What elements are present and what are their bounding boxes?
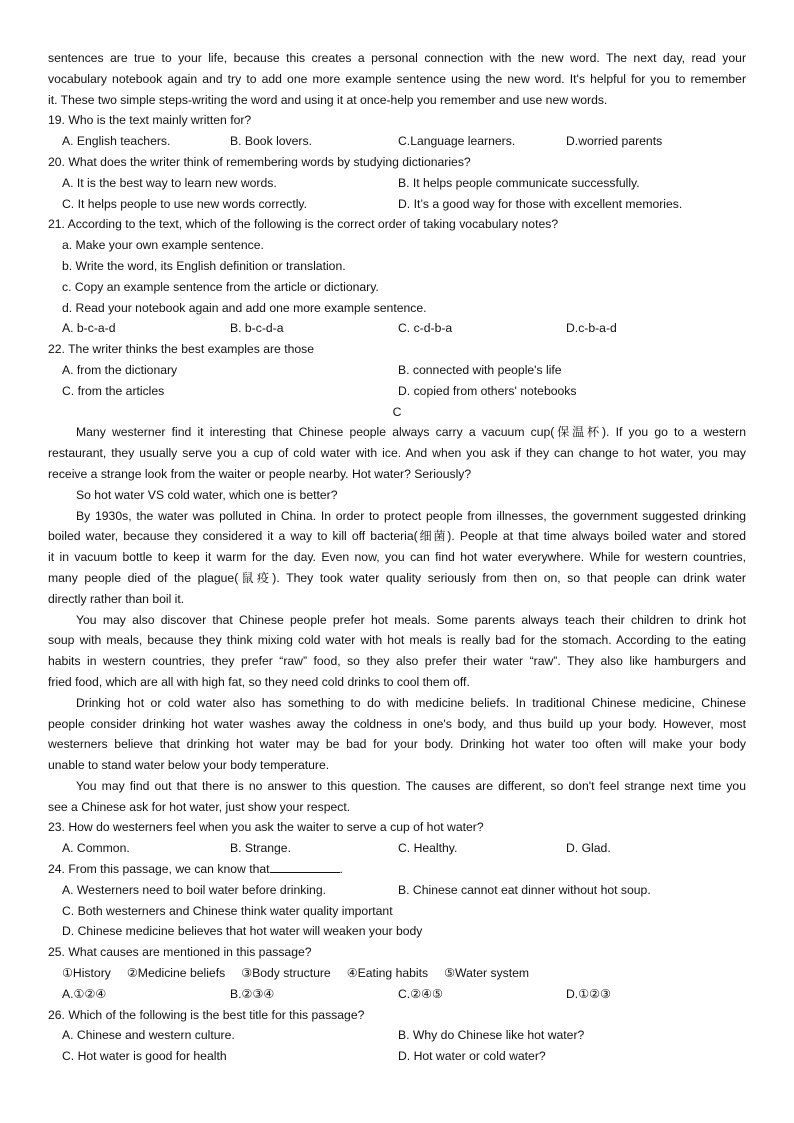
passage-line: By 1930s, the water was polluted in China. In order to protect people from illnesses, the government suggested drinking <box>76 508 746 523</box>
options-row <box>48 381 746 402</box>
paragraph-line: sentences are true to your life, because this creates a personal connection with the new word. The next day, read your <box>48 51 746 65</box>
question-stem: 22. The writer thinks the best examples are those <box>48 342 315 357</box>
option-b[interactable]: B. Book lovers. <box>230 134 312 149</box>
question-stem: 21. According to the text, which of the following is the correct order of taking vocabulary notes? <box>48 217 559 232</box>
passage-line: people consider drinking hot water washes away the coldness in one's body, and thus build up your body. However, most <box>48 716 746 731</box>
option-c[interactable]: C. Healthy. <box>398 841 458 856</box>
option-c[interactable]: C. c-d-b-a <box>398 321 453 336</box>
option-d[interactable]: D. copied from others' notebooks <box>398 383 577 398</box>
passage-line: unable to stand water below your body temperature. <box>48 758 330 773</box>
options-row <box>48 1046 746 1067</box>
option-b[interactable]: B. Chinese cannot eat dinner without hot soup. <box>398 882 651 897</box>
passage-line: So hot water VS cold water, which one is better? <box>76 487 338 502</box>
option-a[interactable]: A. Common. <box>62 841 130 856</box>
intro-paragraph <box>48 48 746 110</box>
option-d[interactable]: D.c-b-a-d <box>566 321 617 336</box>
question-stem <box>48 859 746 880</box>
options-row <box>48 838 746 859</box>
option-d[interactable]: D. It’s a good way for those with excellent memories. <box>398 196 683 211</box>
option-a[interactable]: A. It is the best way to learn new words. <box>62 175 277 190</box>
question-20 <box>48 152 746 214</box>
question-stem: 25. What causes are mentioned in this passage? <box>48 945 312 960</box>
passage-line: Drinking hot or cold water also has something to do with medicine beliefs. In traditional Chinese medicine, Chinese <box>76 695 746 710</box>
options-row <box>48 880 746 901</box>
option-d[interactable]: D.①②③ <box>566 986 611 1001</box>
exam-page <box>48 48 746 1067</box>
options-row <box>48 984 746 1005</box>
passage-line: Many westerner find it interesting that Chinese people always carry a vacuum cup(保温杯). If you go to a western <box>76 425 746 440</box>
option-c[interactable]: C. Both westerners and Chinese think water quality important <box>62 903 393 918</box>
option-c[interactable]: C. It helps people to use new words correctly. <box>62 196 307 211</box>
question-stem: 26. Which of the following is the best title for this passage? <box>48 1007 365 1022</box>
option-d[interactable]: D.worried parents <box>566 134 663 149</box>
option-b[interactable]: B.②③④ <box>230 986 275 1001</box>
passage-line: fried food, which are all with high fat, so they need cold drinks to cool them off. <box>48 674 470 689</box>
passage-line: You may also discover that Chinese people prefer hot meals. Some parents always teach their children to drink hot <box>76 612 746 627</box>
cause-item: ⑤Water system <box>444 966 530 981</box>
option-a[interactable]: A. English teachers. <box>62 134 171 149</box>
passage-line: many people died of the plague(鼠疫). They took water quality seriously from then on, so that people can drink water <box>48 570 746 585</box>
option-a[interactable]: A. b-c-a-d <box>62 321 116 336</box>
passage-line: soup with meals, because they think mixing cold water with hot meals is really bad for the stomach. According to the eating <box>48 633 746 648</box>
passage-line: directly rather than boil it. <box>48 591 185 606</box>
passage-line: restaurant, they usually serve you a cup of cold water with ice. And when you ask if they can change to hot water, you may <box>48 446 746 461</box>
passage-line: it in vacuum bottle to keep it warm for the day. Even now, you can find hot water everywhere. While for western countries, <box>48 550 746 565</box>
question-19 <box>48 110 746 152</box>
option-c[interactable]: C. from the articles <box>62 383 165 398</box>
question-stem: 23. How do westerners feel when you ask the waiter to serve a cup of hot water? <box>48 820 484 835</box>
cause-item: ①History <box>62 966 111 981</box>
passage-line: receive a strange look from the waiter or people nearby. Hot water? Seriously? <box>48 466 472 481</box>
option-a[interactable]: A. Westerners need to boil water before drinking. <box>62 882 326 897</box>
stem-end: . <box>339 862 343 877</box>
question-stem: 20. What does the writer think of remembering words by studying dictionaries? <box>48 154 471 169</box>
options-row <box>48 318 746 339</box>
step-item: b. Write the word, its English definition or translation. <box>62 258 346 273</box>
options-row <box>48 173 746 194</box>
option-b[interactable]: B. connected with people's life <box>398 362 562 377</box>
stem-text: 24. From this passage, we can know that <box>48 862 270 877</box>
reading-passage <box>48 422 746 817</box>
option-b[interactable]: B. Why do Chinese like hot water? <box>398 1028 585 1043</box>
option-a[interactable]: A. from the dictionary <box>62 362 178 377</box>
paragraph-line: vocabulary notebook again and try to add one more example sentence using the new word. It's helpful for you to remember <box>48 71 746 86</box>
options-row <box>48 194 746 215</box>
cause-item: ③Body structure <box>241 966 331 981</box>
cause-item: ②Medicine beliefs <box>126 966 226 981</box>
passage-line: westerners believe that drinking hot water may be bad for your body. Drinking hot water too often will make your body <box>48 737 746 752</box>
section-heading: C <box>392 404 402 419</box>
causes-list <box>48 963 746 984</box>
option-a[interactable]: A. Chinese and western culture. <box>62 1028 235 1043</box>
options-row <box>48 131 746 152</box>
step-item: c. Copy an example sentence from the article or dictionary. <box>62 279 379 294</box>
cause-item: ④Eating habits <box>346 966 429 981</box>
option-a[interactable]: A.①②④ <box>62 986 107 1001</box>
question-21 <box>48 214 746 339</box>
option-b[interactable]: B. It helps people communicate successfully. <box>398 175 640 190</box>
question-23 <box>48 817 746 859</box>
option-d[interactable]: D. Chinese medicine believes that hot water will weaken your body <box>62 924 423 939</box>
passage-line: You may find out that there is no answer to this question. The causes are different, so don't feel strange next time you <box>76 778 746 793</box>
step-item: a. Make your own example sentence. <box>62 238 264 253</box>
option-d[interactable]: D. Hot water or cold water? <box>398 1049 546 1064</box>
paragraph-line: it. These two simple steps-writing the word and using it at once-help you remember and use new words. <box>48 92 608 107</box>
option-c[interactable]: C. Hot water is good for health <box>62 1049 227 1064</box>
option-b[interactable]: B. Strange. <box>230 841 291 856</box>
options-row <box>48 360 746 381</box>
answer-blank[interactable] <box>270 859 340 873</box>
option-d[interactable]: D. Glad. <box>566 841 611 856</box>
question-22 <box>48 339 746 401</box>
option-c[interactable]: C.Language learners. <box>398 134 516 149</box>
question-25 <box>48 942 746 1004</box>
question-stem: 19. Who is the text mainly written for? <box>48 113 252 128</box>
passage-line: habits in western countries, they prefer “raw” food, so they also prefer their water “raw”. They also like hamburgers and <box>48 654 746 669</box>
passage-line: see a Chinese ask for hot water, just show your respect. <box>48 799 351 814</box>
question-26 <box>48 1005 746 1067</box>
option-b[interactable]: B. b-c-d-a <box>230 321 284 336</box>
option-c[interactable]: C.②④⑤ <box>398 986 443 1001</box>
options-row <box>48 1025 746 1046</box>
step-item: d. Read your notebook again and add one more example sentence. <box>62 300 427 315</box>
passage-line: boiled water, because they considered it a way to kill off bacteria(细菌). People at that time always boiled water and stored <box>48 529 746 544</box>
question-24 <box>48 859 746 942</box>
